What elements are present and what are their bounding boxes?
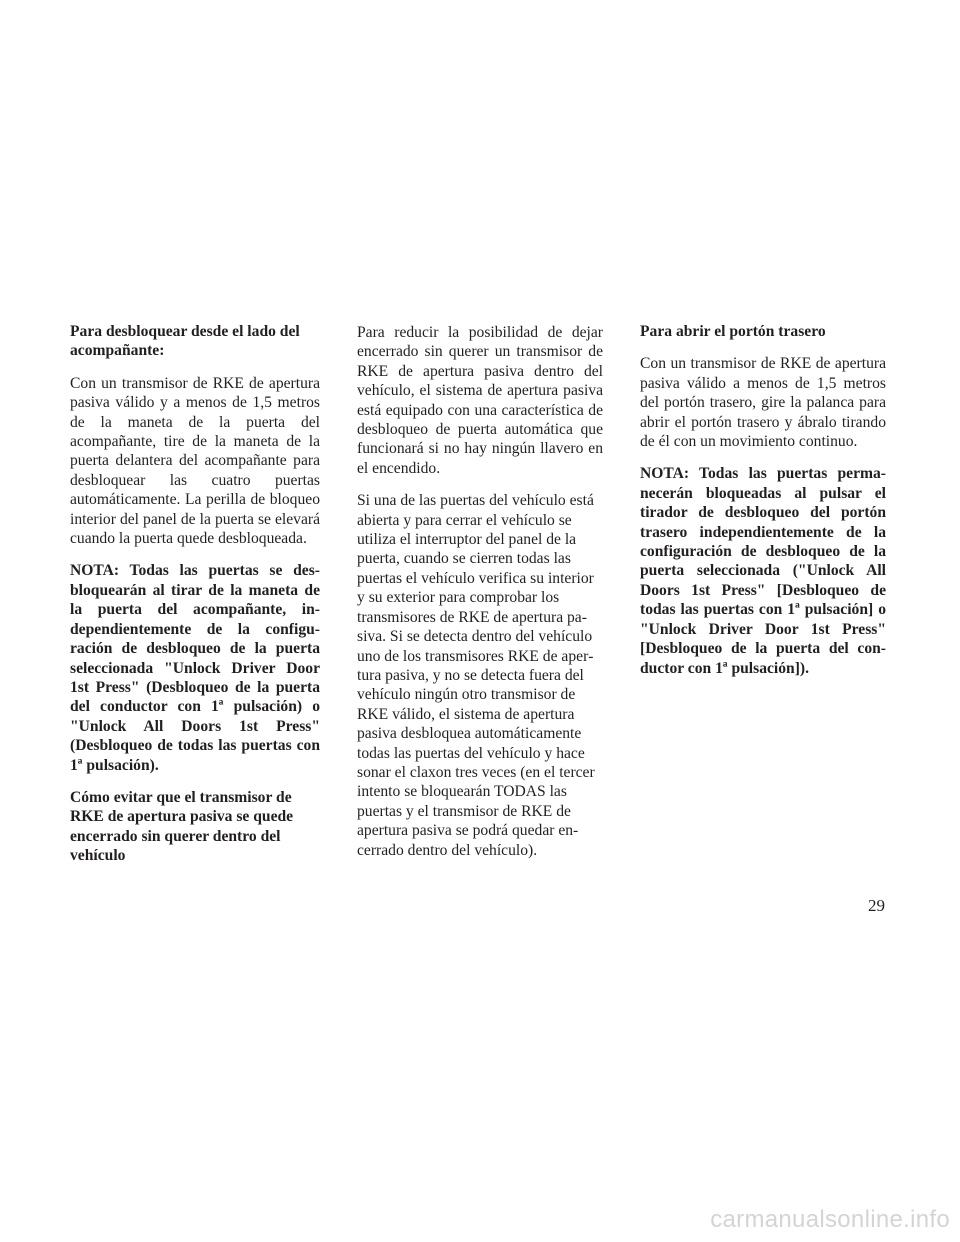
column-middle bbox=[357, 323, 603, 873]
page-number: 29 bbox=[868, 896, 885, 915]
passenger-unlock-paragraph: Con un transmisor de RKE de apertura pasiva válido y a menos de 1,5 metros de la maneta de la puerta del acompañante, tire de la maneta de la puerta delantera del acompañante para desbloquear las cuatro puertas automáticamente. La perilla de bloqueo interior del panel de la puerta se elevará cuando la puerta quede desbloqueada. bbox=[70, 374, 320, 548]
column-right bbox=[640, 322, 886, 691]
heading-avoid-lockin: Cómo evitar que el transmisor de RKE de apertura pasiva se quede encerrado sin querer dentro del vehículo bbox=[70, 788, 294, 865]
note-passenger-unlock: NOTA: Todas las puertas se desbloquearán al tirar de la maneta de la puerta del acompañante, independientemente de la configuración de desbloqueo de la puerta seleccionada "Unlock Driver Door 1st Press" (Desbloqueo de la puerta del conductor con 1ª pulsación) o "Unlock All Doors 1st Press" (Desbloqueo de todas las puertas con 1ª pulsación). bbox=[70, 562, 320, 774]
heading-passenger-unlock: Para desbloquear desde el lado del acompañante: bbox=[70, 323, 300, 360]
lockin-prevention-paragraph: Para reducir la posibilidad de dejar encerrado sin querer un transmisor de RKE de apertura pasiva dentro del vehículo, el sistema de apertura pasiva está equipado con una característica de desbloqueo de puerta automática que funcionará si no hay ningún llavero en el encendido. bbox=[357, 324, 603, 477]
note-liftgate: NOTA: Todas las puertas permanecerán bloqueadas al pulsar el tirador de desbloqueo del portón trasero independientemente de la configuración de desbloqueo de la puerta seleccionada ("Unlock All Doors 1st Press" [Desbloqueo de todas las puertas con 1ª pulsación] o "Unlock Driver Door 1st Press" [Desbloqueo de la puerta del conductor con 1ª pulsación]). bbox=[640, 465, 886, 677]
lockin-detection-paragraph: Si una de las puertas del vehículo está abierta y para cerrar el vehículo se utiliza el interruptor del panel de la puerta, cuando se cierren todas las puertas el vehículo verifica su interior y su exterior para comprobar los transmisores de RKE de apertura pasiva. Si se detecta dentro del vehículo uno de los transmisores RKE de apertura pasiva, y no se detecta fuera del vehículo ningún otro transmisor de RKE válido, el sistema de apertura pasiva desbloquea automáticamente todas las puertas del vehículo y hace sonar el claxon tres veces (en el tercer intento se bloquearán TODAS las puertas y el transmisor de RKE de apertura pasiva se podrá quedar encerrado dentro del vehículo). bbox=[357, 492, 595, 859]
heading-open-liftgate: Para abrir el portón trasero bbox=[640, 323, 826, 340]
liftgate-paragraph: Con un transmisor de RKE de apertura pasiva válido a menos de 1,5 metros del portón trasero, gire la palanca para abrir el portón trasero y ábralo tirando de él con un movimiento continuo. bbox=[640, 355, 886, 451]
watermark-text: carmanualsonline.info bbox=[710, 1206, 950, 1233]
column-left bbox=[70, 322, 320, 879]
